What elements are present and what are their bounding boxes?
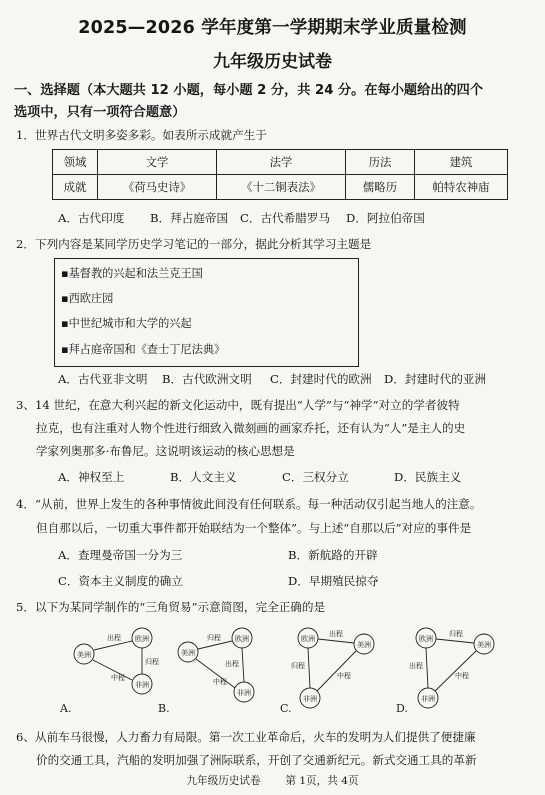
table-cell: 成就 bbox=[53, 175, 98, 200]
q6-line2: 价的交通工具，汽船的发明加强了洲际联系，开创了交通新纪元。新式交通工具的革新 bbox=[36, 753, 477, 767]
trade-diagram-c-svg bbox=[280, 622, 396, 715]
q1-table bbox=[52, 149, 508, 200]
table-cell: 领域 bbox=[53, 150, 98, 175]
q6-line1: 6、从前车马很慢，人力畜力有局限。第一次工业革命后，火车的发明为人们提供了便捷廉 bbox=[16, 730, 476, 744]
node-label: 非洲 bbox=[303, 695, 317, 703]
table-cell: 历法 bbox=[346, 150, 415, 175]
q2-option-b: B．古代欧洲文明 bbox=[162, 372, 252, 386]
section-heading-line1: 一、选择题（本大题共 12 小题，每小题 2 分，共 24 分。在每小题给出的四个 bbox=[14, 83, 484, 98]
q4-line1: 4．“从前，世界上发生的各种事情彼此间没有任何联系。每一种活动仅引起当地人的注意。 bbox=[16, 497, 482, 511]
q3-line1: 3、14 世纪，在意大利兴起的新文化运动中，既有提出“人学”与“神学”对立的学者彼特 bbox=[16, 398, 460, 412]
option-label: D. bbox=[396, 702, 408, 715]
q3-option-a: A．神权至上 bbox=[58, 470, 125, 484]
trade-diagram-c bbox=[280, 622, 396, 718]
q2-option-a: A．古代亚非文明 bbox=[58, 372, 148, 386]
q1-option-b: B．拜占庭帝国 bbox=[150, 211, 229, 225]
trade-diagram-d bbox=[396, 622, 520, 718]
page-footer bbox=[0, 773, 545, 788]
edge-label: 出程 bbox=[409, 662, 423, 670]
q3-line3: 学家列奥那多·布鲁尼。这说明该运动的核心思想是 bbox=[36, 444, 295, 458]
footer-page-number: 第 1页，共 4页 bbox=[285, 775, 359, 787]
trade-diagram-b-svg bbox=[158, 622, 276, 715]
edge-label: 中程 bbox=[455, 672, 469, 680]
q1-stem: 1．世界古代文明多姿多彩。如表所示成就产生于 bbox=[16, 128, 267, 142]
trade-diagram-a-svg bbox=[56, 622, 166, 714]
table-cell: 文学 bbox=[98, 150, 217, 175]
table-cell: 《荷马史诗》 bbox=[98, 175, 217, 200]
q2-stem: 2．下列内容是某同学历史学习笔记的一部分，据此分析其学习主题是 bbox=[16, 237, 372, 251]
node-label: 欧洲 bbox=[235, 635, 249, 643]
trade-diagram-b bbox=[158, 622, 276, 718]
section-heading-line2: 选项中，只有一项符合题意） bbox=[14, 105, 186, 120]
edge-label: 中程 bbox=[213, 678, 227, 686]
edge-label: 归程 bbox=[145, 658, 159, 666]
table-row bbox=[53, 150, 508, 175]
q2-option-c: C．封建时代的欧洲 bbox=[270, 372, 372, 386]
list-item: ▪基督教的兴起和法兰克王国 bbox=[61, 267, 203, 280]
edge-label: 出程 bbox=[329, 630, 343, 638]
option-label: C. bbox=[280, 702, 292, 715]
node-label: 欧洲 bbox=[135, 635, 149, 643]
edge-label: 归程 bbox=[207, 634, 221, 642]
node-label: 非洲 bbox=[421, 695, 435, 703]
q3-option-b: B．人文主义 bbox=[170, 470, 237, 484]
trade-diagram-d-svg bbox=[396, 622, 520, 715]
q4-option-c: C．资本主义制度的确立 bbox=[58, 574, 183, 588]
trade-diagram-a bbox=[56, 622, 166, 718]
list-item: ▪中世纪城市和大学的兴起 bbox=[61, 317, 192, 330]
q1-option-a: A．古代印度 bbox=[58, 211, 125, 225]
q4-option-a: A．查理曼帝国一分为三 bbox=[58, 548, 183, 562]
q3-option-d: D．民族主义 bbox=[394, 470, 462, 484]
node-label: 欧洲 bbox=[301, 635, 315, 643]
footer-exam-name: 九年级历史试卷 bbox=[186, 775, 261, 787]
node-label: 美洲 bbox=[77, 651, 91, 659]
option-label: B. bbox=[158, 702, 170, 715]
table-cell: 儒略历 bbox=[346, 175, 415, 200]
table-cell: 建筑 bbox=[415, 150, 508, 175]
q4-option-d: D．早期殖民掠夺 bbox=[288, 574, 379, 588]
table-cell: 法学 bbox=[217, 150, 346, 175]
list-item: ▪拜占庭帝国和《查士丁尼法典》 bbox=[61, 343, 226, 356]
q3-line2: 拉克，也有注重对人物个性进行细致入微刻画的画家乔托，还有认为“人”是主人的史 bbox=[36, 421, 466, 435]
edge-label: 中程 bbox=[111, 674, 125, 682]
q4-option-b: B．新航路的开辟 bbox=[288, 548, 378, 562]
table-row bbox=[53, 175, 508, 200]
edge-label: 中程 bbox=[337, 672, 351, 680]
node-label: 非洲 bbox=[237, 689, 251, 697]
q4-line2: 但自那以后，一切重大事件都开始联结为一个整体”。与上述“自那以后”对应的事件是 bbox=[36, 521, 472, 535]
node-label: 非洲 bbox=[135, 681, 149, 689]
q3-option-c: C．三权分立 bbox=[282, 470, 349, 484]
q5-stem: 5．以下为某同学制作的“三角贸易”示意简图，完全正确的是 bbox=[16, 600, 326, 614]
q2-notes-box bbox=[54, 258, 359, 367]
q2-option-d: D．封建时代的亚洲 bbox=[384, 372, 487, 386]
table-cell: 《十二铜表法》 bbox=[217, 175, 346, 200]
option-label: A. bbox=[60, 702, 72, 715]
edge-label: 归程 bbox=[449, 630, 463, 638]
edge-label: 归程 bbox=[291, 662, 305, 670]
list-item: ▪西欧庄园 bbox=[61, 292, 114, 305]
node-label: 美洲 bbox=[357, 641, 371, 649]
node-label: 欧洲 bbox=[419, 635, 433, 643]
exam-subtitle: 九年级历史试卷 bbox=[213, 52, 332, 72]
table-cell: 帕特农神庙 bbox=[415, 175, 508, 200]
q1-option-c: C．古代希腊罗马 bbox=[240, 211, 331, 225]
edge-label: 出程 bbox=[225, 660, 239, 668]
node-label: 美洲 bbox=[477, 641, 491, 649]
node-label: 美洲 bbox=[181, 649, 195, 657]
exam-title: 2025—2026 学年度第一学期期末学业质量检测 bbox=[78, 18, 467, 38]
edge-label: 出程 bbox=[107, 634, 121, 642]
q1-option-d: D．阿拉伯帝国 bbox=[346, 211, 425, 225]
